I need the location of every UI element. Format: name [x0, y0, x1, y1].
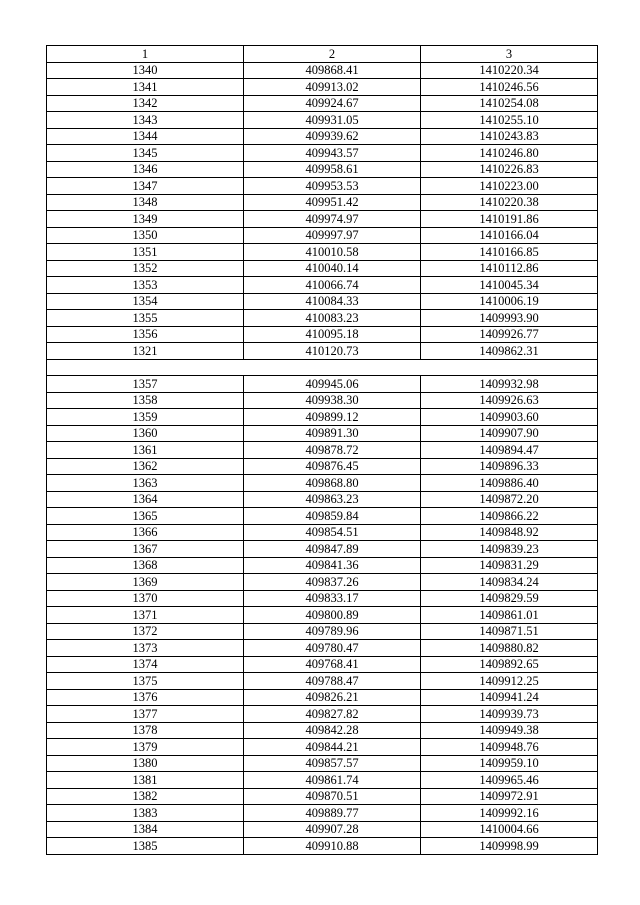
x-coordinate-cell: 409868.80: [244, 475, 421, 492]
header-row: [47, 46, 598, 63]
x-coordinate-cell: 409827.82: [244, 706, 421, 723]
table-row: [47, 722, 598, 739]
x-coordinate-cell: 410084.33: [244, 293, 421, 310]
point-number-cell: 1358: [47, 392, 244, 409]
header-cell-2: 2: [244, 46, 421, 63]
point-number-cell: 1348: [47, 194, 244, 211]
x-coordinate-cell: 409876.45: [244, 458, 421, 475]
y-coordinate-cell: 1410246.56: [421, 79, 598, 96]
x-coordinate-cell: 409913.02: [244, 79, 421, 96]
point-number-cell: 1379: [47, 739, 244, 756]
y-coordinate-cell: 1409896.33: [421, 458, 598, 475]
x-coordinate-cell: 410010.58: [244, 244, 421, 261]
point-number-cell: 1362: [47, 458, 244, 475]
y-coordinate-cell: 1410004.66: [421, 821, 598, 838]
point-number-cell: 1373: [47, 640, 244, 657]
x-coordinate-cell: 409841.36: [244, 557, 421, 574]
x-coordinate-cell: 409891.30: [244, 425, 421, 442]
x-coordinate-cell: 409910.88: [244, 838, 421, 855]
point-number-cell: 1367: [47, 541, 244, 558]
x-coordinate-cell: 409768.41: [244, 656, 421, 673]
point-number-cell: 1370: [47, 590, 244, 607]
y-coordinate-cell: 1409959.10: [421, 755, 598, 772]
table-row: [47, 277, 598, 294]
table-row: [47, 310, 598, 327]
x-coordinate-cell: 409800.89: [244, 607, 421, 624]
table-row: [47, 623, 598, 640]
x-coordinate-cell: 410040.14: [244, 260, 421, 277]
table-row: [47, 458, 598, 475]
y-coordinate-cell: 1410006.19: [421, 293, 598, 310]
table-row: [47, 194, 598, 211]
y-coordinate-cell: 1409861.01: [421, 607, 598, 624]
y-coordinate-cell: 1410191.86: [421, 211, 598, 228]
table-row: [47, 788, 598, 805]
y-coordinate-cell: 1409848.92: [421, 524, 598, 541]
table-row: [47, 805, 598, 822]
x-coordinate-cell: 409958.61: [244, 161, 421, 178]
x-coordinate-cell: 409842.28: [244, 722, 421, 739]
table-row: [47, 409, 598, 426]
y-coordinate-cell: 1409912.25: [421, 673, 598, 690]
table-row: [47, 821, 598, 838]
table-row: [47, 128, 598, 145]
table-row: [47, 376, 598, 393]
y-coordinate-cell: 1409834.24: [421, 574, 598, 591]
x-coordinate-cell: 409789.96: [244, 623, 421, 640]
table-row: [47, 673, 598, 690]
x-coordinate-cell: 409907.28: [244, 821, 421, 838]
x-coordinate-cell: 410083.23: [244, 310, 421, 327]
y-coordinate-cell: 1409926.63: [421, 392, 598, 409]
table-row: [47, 557, 598, 574]
table-row: [47, 541, 598, 558]
y-coordinate-cell: 1409872.20: [421, 491, 598, 508]
y-coordinate-cell: 1410166.04: [421, 227, 598, 244]
x-coordinate-cell: 409938.30: [244, 392, 421, 409]
point-number-cell: 1349: [47, 211, 244, 228]
table-row: [47, 227, 598, 244]
y-coordinate-cell: 1409998.99: [421, 838, 598, 855]
y-coordinate-cell: 1409932.98: [421, 376, 598, 393]
y-coordinate-cell: 1409892.65: [421, 656, 598, 673]
point-number-cell: 1345: [47, 145, 244, 162]
table-row: [47, 442, 598, 459]
x-coordinate-cell: 409861.74: [244, 772, 421, 789]
point-number-cell: 1359: [47, 409, 244, 426]
point-number-cell: 1342: [47, 95, 244, 112]
table-row: [47, 425, 598, 442]
y-coordinate-cell: 1410255.10: [421, 112, 598, 129]
table-row: [47, 244, 598, 261]
x-coordinate-cell: 409844.21: [244, 739, 421, 756]
x-coordinate-cell: 409854.51: [244, 524, 421, 541]
y-coordinate-cell: 1409972.91: [421, 788, 598, 805]
table-row: [47, 755, 598, 772]
y-coordinate-cell: 1409992.16: [421, 805, 598, 822]
point-number-cell: 1365: [47, 508, 244, 525]
x-coordinate-cell: 409780.47: [244, 640, 421, 657]
x-coordinate-cell: 410066.74: [244, 277, 421, 294]
point-number-cell: 1347: [47, 178, 244, 195]
point-number-cell: 1346: [47, 161, 244, 178]
point-number-cell: 1360: [47, 425, 244, 442]
point-number-cell: 1357: [47, 376, 244, 393]
x-coordinate-cell: 409997.97: [244, 227, 421, 244]
point-number-cell: 1361: [47, 442, 244, 459]
table-row: [47, 475, 598, 492]
x-coordinate-cell: 409870.51: [244, 788, 421, 805]
x-coordinate-cell: 409889.77: [244, 805, 421, 822]
y-coordinate-cell: 1409880.82: [421, 640, 598, 657]
table-row: [47, 145, 598, 162]
point-number-cell: 1340: [47, 62, 244, 79]
y-coordinate-cell: 1410243.83: [421, 128, 598, 145]
x-coordinate-cell: 409788.47: [244, 673, 421, 690]
point-number-cell: 1374: [47, 656, 244, 673]
x-coordinate-cell: 409868.41: [244, 62, 421, 79]
x-coordinate-cell: 409863.23: [244, 491, 421, 508]
point-number-cell: 1382: [47, 788, 244, 805]
point-number-cell: 1376: [47, 689, 244, 706]
point-number-cell: 1364: [47, 491, 244, 508]
y-coordinate-cell: 1409831.29: [421, 557, 598, 574]
y-coordinate-cell: 1409965.46: [421, 772, 598, 789]
y-coordinate-cell: 1409829.59: [421, 590, 598, 607]
point-number-cell: 1378: [47, 722, 244, 739]
table-row: [47, 178, 598, 195]
y-coordinate-cell: 1409949.38: [421, 722, 598, 739]
y-coordinate-cell: 1410166.85: [421, 244, 598, 261]
table-row: [47, 260, 598, 277]
x-coordinate-cell: 409924.67: [244, 95, 421, 112]
point-number-cell: 1366: [47, 524, 244, 541]
point-number-cell: 1344: [47, 128, 244, 145]
y-coordinate-cell: 1409907.90: [421, 425, 598, 442]
y-coordinate-cell: 1409886.40: [421, 475, 598, 492]
y-coordinate-cell: 1409871.51: [421, 623, 598, 640]
group-separator-row: [47, 359, 598, 376]
y-coordinate-cell: 1409939.73: [421, 706, 598, 723]
x-coordinate-cell: 409899.12: [244, 409, 421, 426]
table-row: [47, 656, 598, 673]
x-coordinate-cell: 409878.72: [244, 442, 421, 459]
y-coordinate-cell: 1409862.31: [421, 343, 598, 360]
x-coordinate-cell: 409945.06: [244, 376, 421, 393]
x-coordinate-cell: 409939.62: [244, 128, 421, 145]
x-coordinate-cell: 409951.42: [244, 194, 421, 211]
point-number-cell: 1377: [47, 706, 244, 723]
point-number-cell: 1352: [47, 260, 244, 277]
x-coordinate-cell: 410120.73: [244, 343, 421, 360]
point-number-cell: 1343: [47, 112, 244, 129]
point-number-cell: 1375: [47, 673, 244, 690]
table-row: [47, 607, 598, 624]
y-coordinate-cell: 1410045.34: [421, 277, 598, 294]
y-coordinate-cell: 1409948.76: [421, 739, 598, 756]
y-coordinate-cell: 1409941.24: [421, 689, 598, 706]
point-number-cell: 1351: [47, 244, 244, 261]
y-coordinate-cell: 1409839.23: [421, 541, 598, 558]
table-row: [47, 508, 598, 525]
point-number-cell: 1372: [47, 623, 244, 640]
point-number-cell: 1384: [47, 821, 244, 838]
y-coordinate-cell: 1409894.47: [421, 442, 598, 459]
x-coordinate-cell: 409826.21: [244, 689, 421, 706]
point-number-cell: 1368: [47, 557, 244, 574]
coordinates-table: [46, 45, 598, 855]
table-row: [47, 706, 598, 723]
point-number-cell: 1321: [47, 343, 244, 360]
x-coordinate-cell: 409974.97: [244, 211, 421, 228]
table-row: [47, 574, 598, 591]
y-coordinate-cell: 1409903.60: [421, 409, 598, 426]
x-coordinate-cell: 409847.89: [244, 541, 421, 558]
y-coordinate-cell: 1409866.22: [421, 508, 598, 525]
table-row: [47, 161, 598, 178]
x-coordinate-cell: 409859.84: [244, 508, 421, 525]
point-number-cell: 1355: [47, 310, 244, 327]
point-number-cell: 1353: [47, 277, 244, 294]
table-row: [47, 211, 598, 228]
y-coordinate-cell: 1410246.80: [421, 145, 598, 162]
table-row: [47, 524, 598, 541]
x-coordinate-cell: 409833.17: [244, 590, 421, 607]
table-row: [47, 590, 598, 607]
y-coordinate-cell: 1410112.86: [421, 260, 598, 277]
table-row: [47, 739, 598, 756]
header-cell-3: 3: [421, 46, 598, 63]
x-coordinate-cell: 410095.18: [244, 326, 421, 343]
table-row: [47, 293, 598, 310]
x-coordinate-cell: 409931.05: [244, 112, 421, 129]
y-coordinate-cell: 1409926.77: [421, 326, 598, 343]
point-number-cell: 1356: [47, 326, 244, 343]
group-separator-cell: [47, 359, 598, 376]
table-row: [47, 491, 598, 508]
table-row: [47, 772, 598, 789]
point-number-cell: 1381: [47, 772, 244, 789]
point-number-cell: 1369: [47, 574, 244, 591]
table-row: [47, 392, 598, 409]
y-coordinate-cell: 1410220.34: [421, 62, 598, 79]
x-coordinate-cell: 409943.57: [244, 145, 421, 162]
point-number-cell: 1380: [47, 755, 244, 772]
point-number-cell: 1385: [47, 838, 244, 855]
y-coordinate-cell: 1410226.83: [421, 161, 598, 178]
header-cell-1: 1: [47, 46, 244, 63]
point-number-cell: 1363: [47, 475, 244, 492]
table-row: [47, 79, 598, 96]
point-number-cell: 1371: [47, 607, 244, 624]
table-row: [47, 62, 598, 79]
point-number-cell: 1341: [47, 79, 244, 96]
point-number-cell: 1350: [47, 227, 244, 244]
table-row: [47, 95, 598, 112]
y-coordinate-cell: 1409993.90: [421, 310, 598, 327]
table-row: [47, 640, 598, 657]
table-row: [47, 112, 598, 129]
table-row: [47, 838, 598, 855]
point-number-cell: 1354: [47, 293, 244, 310]
table-row: [47, 343, 598, 360]
y-coordinate-cell: 1410223.00: [421, 178, 598, 195]
point-number-cell: 1383: [47, 805, 244, 822]
coordinates-table-body: [47, 46, 598, 855]
x-coordinate-cell: 409857.57: [244, 755, 421, 772]
y-coordinate-cell: 1410254.08: [421, 95, 598, 112]
table-row: [47, 689, 598, 706]
x-coordinate-cell: 409953.53: [244, 178, 421, 195]
x-coordinate-cell: 409837.26: [244, 574, 421, 591]
table-row: [47, 326, 598, 343]
y-coordinate-cell: 1410220.38: [421, 194, 598, 211]
